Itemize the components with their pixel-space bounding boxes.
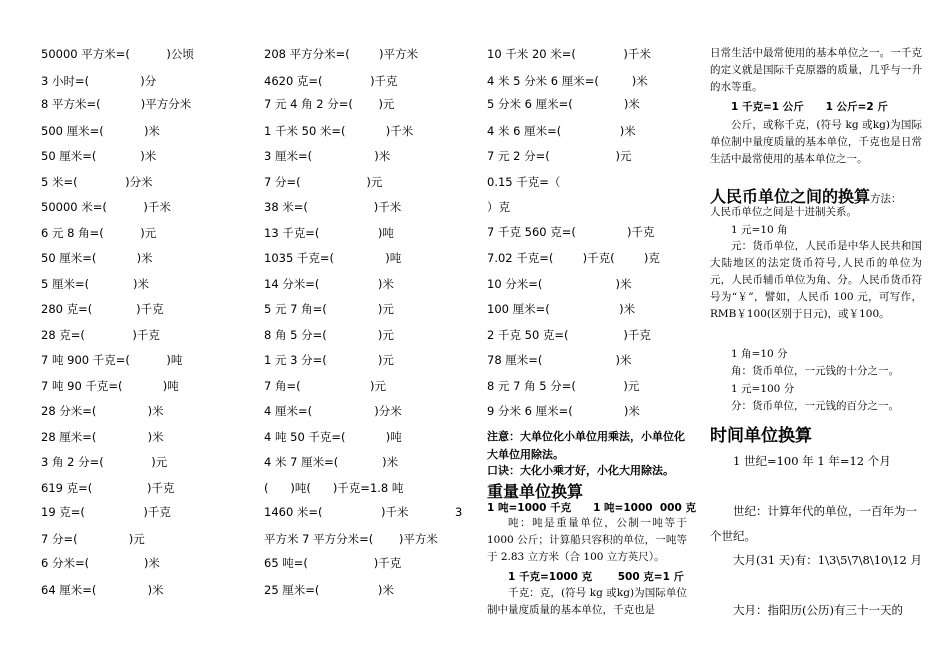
exercise-line: 7 千克 560 克=( )千克: [487, 225, 655, 239]
exercise-line: 208 平方分米=( )平方米: [264, 47, 418, 61]
exercise-line: 19 克=( )千克: [41, 505, 171, 519]
jiao-rule: 1 角=10 分: [731, 348, 788, 360]
exercise-line: 4 吨 50 千克=( )吨: [264, 430, 402, 444]
exercise-line: 4 米 5 分米 6 厘米=( )米: [487, 74, 648, 88]
exercise-line: 78 厘米=( )米: [487, 353, 632, 367]
exercise-line: 28 厘米=( )米: [41, 430, 164, 444]
time-heading: 时间单位换算: [710, 426, 812, 446]
exercise-line: 1035 千克=( )吨: [264, 251, 402, 265]
exercise-line: 4 厘米=( )分米: [264, 404, 402, 418]
rmb-method-label: 方法：: [870, 193, 902, 205]
exercise-line: 1 千米 50 米=( )千米: [264, 124, 414, 138]
exercise-line: 3 厘米=( )米: [264, 149, 391, 163]
exercise-line: 7 吨 900 千克=( )吨: [41, 353, 183, 367]
exercise-line: 平方米 7 平方分米=( )平方米: [264, 532, 438, 546]
exercise-line: 5 厘米=( )米: [41, 277, 149, 291]
exercise-line: 5 分米 6 厘米=( )米: [487, 97, 640, 111]
exercise-line: 4 米 7 厘米=( )米: [264, 455, 399, 469]
exercise-line: 3 角 2 分=( )元: [41, 455, 168, 469]
exercise-line: 6 元 8 角=( )元: [41, 226, 157, 240]
exercise-line: 28 克=( )千克: [41, 328, 160, 342]
jiao-description: 角：货币单位，一元钱的十分之一。: [731, 365, 899, 377]
rule-note: 注意：大单位化小单位用乘法，小单位化大单位用除法。: [487, 430, 685, 461]
exercise-line: 50000 平方米=( )公顷: [41, 47, 194, 61]
exercise-line: 2 千克 50 克=( )千克: [487, 328, 651, 342]
exercise-line: 50 厘米=( )米: [41, 251, 153, 265]
gongjin-description: 公斤，或称千克，(符号 kg 或kg)为国际单位制中量度质量的基本单位，千克也是日常生活中最常使用的基本单位之一。: [710, 119, 922, 165]
exercise-line: 100 厘米=( )米: [487, 302, 636, 316]
century-rule: 1 世纪=100 年 1 年=12 个月: [733, 454, 891, 468]
exercise-line: ）克: [487, 200, 510, 214]
century-description: 世纪：计算年代的单位，一百年为一个世纪。: [710, 504, 917, 543]
fen-rule: 1 元=100 分: [731, 383, 795, 395]
exercise-line: 50000 米=( )千米: [41, 200, 171, 214]
exercise-line: 7 分=( )元: [264, 175, 383, 189]
exercise-line: 8 元 7 角 5 分=( )元: [487, 379, 640, 393]
stray-number: 3: [455, 505, 463, 519]
exercise-line: 9 分米 6 厘米=( )米: [487, 404, 640, 418]
exercise-line: 25 厘米=( )米: [264, 583, 394, 597]
exercise-line: ( )吨( )千克=1.8 吨: [264, 481, 404, 495]
exercise-line: 1 元 3 分=( )元: [264, 353, 394, 367]
fen-description: 分：货币单位，一元钱的百分之一。: [731, 400, 899, 412]
exercise-line: 7 元 2 分=( )元: [487, 149, 632, 163]
exercise-line: 10 千米 20 米=( )千米: [487, 47, 651, 61]
rmb-intro: 人民币单位之间是十进制关系。: [710, 206, 857, 218]
kg-description: 千克：克，(符号 kg 或kg)为国际单位制中量度质量的基本单位，千克也是: [487, 587, 687, 616]
rmb-heading: 人民币单位之间的换算: [710, 187, 871, 206]
exercise-line: 7 分=( )元: [41, 532, 145, 546]
kg-description-cont: 日常生活中最常使用的基本单位之一。一千克的定义就是国际千克原器的质量，几乎与一升的水等重。: [710, 47, 922, 93]
big-month-description: 大月：指阳历(公历)有三十一天的: [733, 603, 903, 617]
exercise-line: 6 分米=( )米: [41, 556, 160, 570]
exercise-line: 1460 米=( )千米: [264, 505, 409, 519]
exercise-line: 28 分米=( )米: [41, 404, 164, 418]
exercise-line: 7.02 千克=( )千克( )克: [487, 251, 660, 265]
exercise-line: 4 米 6 厘米=( )米: [487, 124, 636, 138]
exercise-line: 7 元 4 角 2 分=( )元: [264, 97, 395, 111]
exercise-line: 280 克=( )千克: [41, 302, 164, 316]
exercise-line: 500 厘米=( )米: [41, 124, 160, 138]
mnemonic-note: 口诀：大化小乘才好，小化大用除法。: [487, 464, 674, 477]
yuan-description: 元：货币单位，人民币是中华人民共和国大陆地区的法定货币符号,人民币的单位为元，人民币辅币单位为角、分。人民币货币符号为“￥”，譬如，人民币 100 元，可写作，RMB￥100(区别于日元)，或￥100。: [710, 240, 922, 320]
weight-heading: 重量单位换算: [487, 482, 584, 501]
exercise-line: 619 克=( )千克: [41, 481, 175, 495]
jin-rule: 1 千克=1 公斤 1 公斤=2 斤: [731, 101, 888, 113]
exercise-line: 13 千克=( )吨: [264, 226, 394, 240]
big-month-rule: 大月(31 天)有：1\3\5\7\8\10\12 月: [733, 553, 923, 567]
exercise-line: 4620 克=( )千克: [264, 74, 398, 88]
exercise-line: 38 米=( )千米: [264, 200, 402, 214]
exercise-line: 10 分米=( )米: [487, 277, 632, 291]
kg-rule: 1 千克=1000 克 500 克=1 斤: [508, 571, 685, 583]
ton-description: 吨：吨是重量单位，公制一吨等于 1000 公斤；计算船只容积的单位，一吨等于 2.83 立方米（合 100 立方英尺）。: [487, 517, 687, 563]
exercise-line: 14 分米=( )米: [264, 277, 394, 291]
exercise-line: 7 吨 90 千克=( )吨: [41, 379, 179, 393]
exercise-line: 65 吨=( )千克: [264, 556, 402, 570]
exercise-line: 8 角 5 分=( )元: [264, 328, 394, 342]
exercise-line: 8 平方米=( )平方分米: [41, 97, 192, 111]
exercise-line: 7 角=( )元: [264, 379, 387, 393]
exercise-line: 5 元 7 角=( )元: [264, 302, 394, 316]
yuan-rule: 1 元=10 角: [731, 224, 788, 236]
exercise-line: 5 米=( )分米: [41, 175, 153, 189]
exercise-line: 50 厘米=( )米: [41, 149, 157, 163]
ton-rule: 1 吨=1000 千克 1 吨=1000 000 克: [487, 502, 696, 514]
exercise-line: 0.15 千克=（: [487, 175, 561, 189]
exercise-line: 64 厘米=( )米: [41, 583, 164, 597]
exercise-line: 3 小时=( )分: [41, 74, 157, 88]
